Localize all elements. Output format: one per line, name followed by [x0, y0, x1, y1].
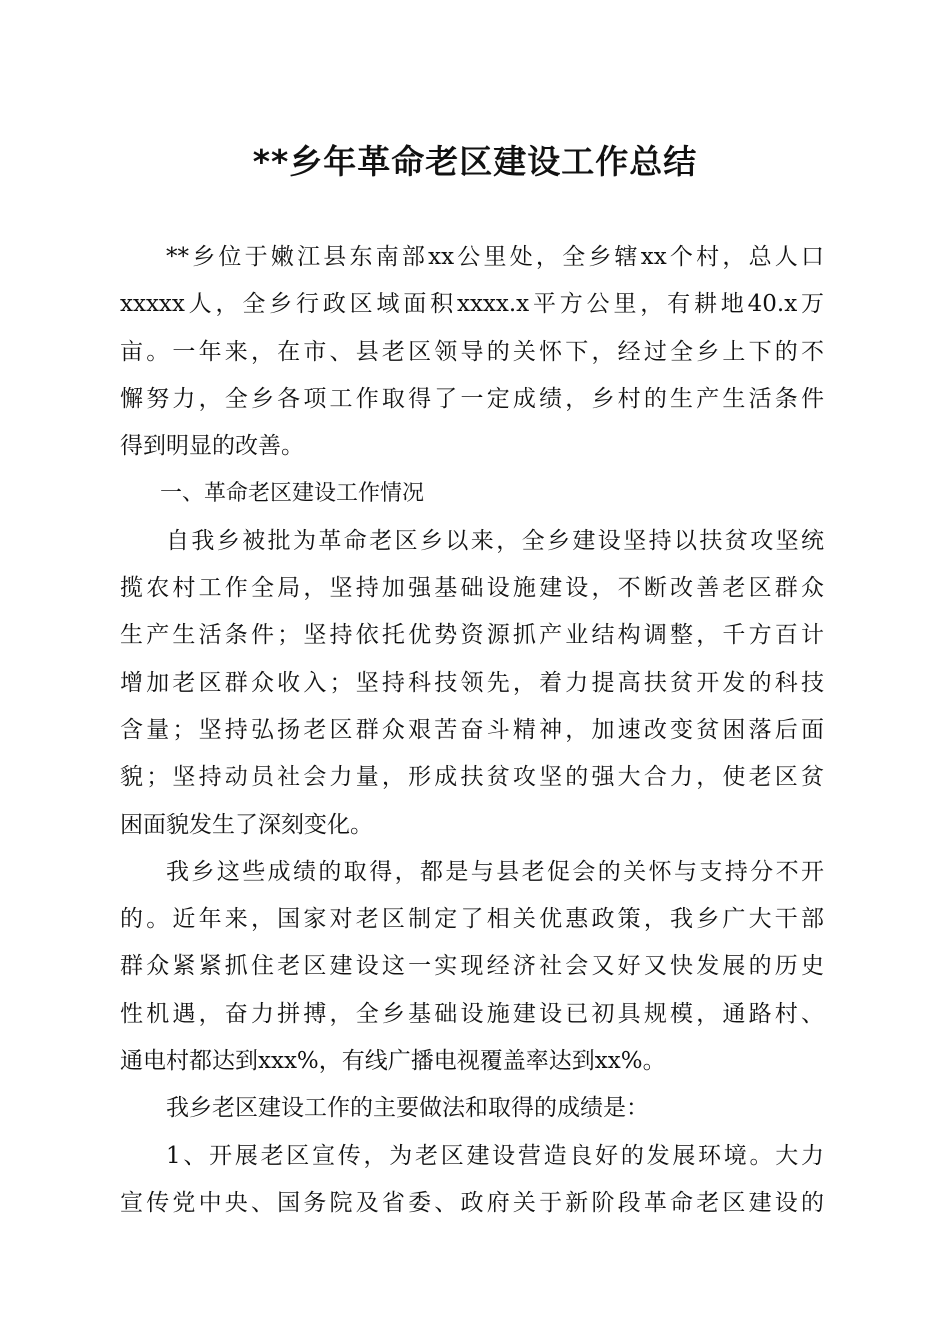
paragraph-line: 亩。一年来，在市、县老区领导的关怀下，经过全乡上下的不 [120, 338, 824, 365]
paragraph-line: 通电村都达到xxx%，有线广播电视覆盖率达到xx%。 [120, 1048, 666, 1075]
section-paragraph [120, 1085, 824, 1132]
paragraph-line: 1、开展老区宣传，为老区建设营造良好的发展环境。大力 [166, 1142, 824, 1169]
section-paragraph [120, 1133, 824, 1228]
paragraph-line: 貌；坚持动员社会力量，形成扶贫攻坚的强大合力，使老区贫 [120, 764, 824, 791]
section-paragraph [120, 849, 824, 1085]
paragraph-line: 的。近年来，国家对老区制定了相关优惠政策，我乡广大干部 [120, 906, 824, 933]
document-body [120, 234, 824, 1227]
paragraph-line: 性机遇，奋力拼搏，全乡基础设施建设已初具规模，通路村、 [120, 1000, 824, 1027]
paragraph-line: 生产生活条件；坚持依托优势资源抓产业结构调整，千方百计 [120, 622, 824, 649]
paragraph-line: 含量；坚持弘扬老区群众艰苦奋斗精神，加速改变贫困落后面 [120, 716, 824, 743]
paragraph-line: 自我乡被批为革命老区乡以来，全乡建设坚持以扶贫攻坚统 [166, 527, 824, 554]
paragraph-line: 群众紧紧抓住老区建设这一实现经济社会又好又快发展的历史 [120, 953, 824, 980]
paragraph-line: 我乡这些成绩的取得，都是与县老促会的关怀与支持分不开 [166, 858, 824, 885]
paragraph-line: **乡位于嫩江县东南部xx公里处，全乡辖xx个村，总人口 [166, 244, 824, 270]
paragraph-line: xxxxx人，全乡行政区域面积xxxx.x平方公里，有耕地40.x万 [120, 291, 824, 318]
paragraph-line: 增加老区群众收入；坚持科技领先，着力提高扶贫开发的科技 [120, 669, 824, 696]
section-paragraph [120, 518, 824, 849]
paragraph-line: 我乡老区建设工作的主要做法和取得的成绩是： [166, 1095, 649, 1122]
paragraph-line: 揽农村工作全局，坚持加强基础设施建设，不断改善老区群众 [120, 575, 824, 602]
document-title: **乡年革命老区建设工作总结 [252, 142, 698, 181]
section-heading: 一、革命老区建设工作情况 [160, 481, 425, 507]
paragraph-line: 懈努力，全乡各项工作取得了一定成绩，乡村的生产生活条件 [120, 385, 824, 412]
intro-paragraph [120, 234, 824, 470]
paragraph-line: 困面貌发生了深刻变化。 [120, 811, 373, 838]
paragraph-line: 宣传党中央、国务院及省委、政府关于新阶段革命老区建设的 [120, 1189, 824, 1216]
paragraph-line: 得到明显的改善。 [120, 433, 304, 460]
